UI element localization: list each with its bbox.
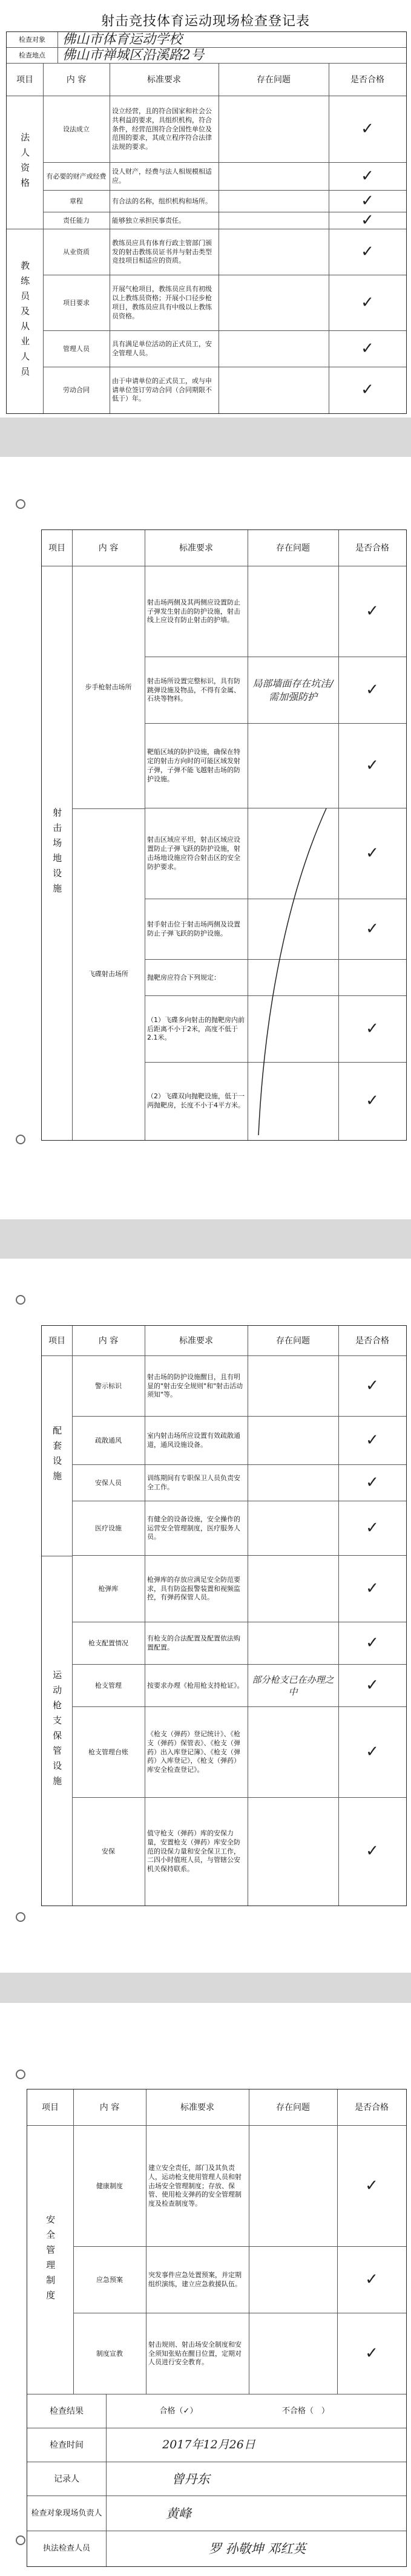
header-cell: 存在问题	[257, 74, 291, 85]
header-cell: 存在问题	[276, 1336, 310, 1346]
pass-check: ✓	[366, 1092, 379, 1110]
table-row	[72, 1556, 406, 1622]
table-row	[72, 1665, 406, 1707]
section-label: 法人资格	[19, 133, 31, 193]
date-row	[27, 2428, 406, 2462]
content-cell: 设法成立	[63, 125, 90, 133]
binder-hole	[16, 1135, 25, 1144]
strike-line	[248, 802, 338, 1141]
standard-cell: 设立经营，且的符合国家和社会公共利益的要求，具组织机构，符合条件，经营范围符合全国性单位及范围的要求，其成立程序符合法律法规的要求。	[112, 107, 212, 151]
header-cell: 内 容	[99, 2102, 120, 2112]
pass-check: ✓	[361, 211, 374, 230]
table-row	[72, 1501, 406, 1556]
pass-check: ✓	[366, 1519, 379, 1538]
table-row	[7, 212, 406, 229]
standard-cell: （1）飞碟多向射击的抛靶房内前后距离不小于2米，高度不低于2.1米。	[147, 1015, 245, 1042]
recorder-label: 记录人	[54, 2474, 79, 2484]
header-cell: 内 容	[98, 1336, 119, 1346]
binder-hole	[16, 499, 25, 509]
recorder-signature: 曾丹东	[171, 2471, 210, 2486]
pass-check: ✓	[361, 192, 374, 211]
header-row	[27, 2089, 406, 2126]
table-row	[72, 1417, 406, 1465]
inspector-label: 执法检查人员	[42, 2544, 90, 2554]
content-cell: 项目要求	[63, 298, 90, 307]
table-row	[73, 2247, 406, 2313]
table-row	[43, 367, 406, 413]
info-row	[7, 48, 406, 64]
table-row	[72, 1465, 406, 1501]
table-row	[27, 2313, 406, 2394]
issue-note: 部分枪支已在办理之中	[252, 1674, 334, 1697]
header-cell: 是否合格	[355, 543, 389, 553]
standard-cell: 枪弹库的存放应满足安全防范要求，具有防盗报警装置和视频监控，有弹药保管人员。	[147, 1575, 240, 1602]
content-cell: 有必要的财产或经费	[46, 172, 107, 180]
pass-check: ✓	[366, 844, 379, 863]
header-cell: 内 容	[98, 543, 119, 553]
pass-check: ✓	[361, 167, 374, 186]
inspection-table	[41, 529, 407, 1141]
pass-check: ✓	[366, 602, 379, 621]
table-row	[72, 1707, 406, 1798]
info-value: 佛山市体育运动学校	[62, 32, 183, 48]
binder-hole	[16, 1912, 25, 1922]
section-label: 射击场地设施	[51, 808, 63, 899]
pass-check	[338, 960, 406, 996]
content-cell: 安保人员	[95, 1478, 122, 1487]
header-cell: 内 容	[66, 74, 87, 85]
result-label: 检查结果	[50, 2406, 84, 2416]
table-row	[145, 657, 406, 724]
recorder-row	[27, 2462, 406, 2496]
section-label: 安全管理制度	[45, 2215, 56, 2306]
standard-cell: 射击规则、射击场安全制度和安全须知张贴在醒目位置，定期对人员进行安全教育。	[148, 2340, 242, 2367]
content-cell: 管理人员	[63, 344, 90, 353]
content-cell: 安保	[102, 1847, 115, 1855]
person-row	[27, 2496, 406, 2531]
form-page-4	[0, 2003, 411, 2576]
pass-check: ✓	[365, 2344, 378, 2363]
result-fail-option: 不合格（ ）	[281, 2407, 329, 2416]
standard-cell: 有枪支的合法配置及配置依法购置配置。	[147, 1634, 240, 1651]
header-cell: 是否合格	[350, 74, 384, 85]
table-row	[43, 275, 406, 331]
table-row	[73, 2126, 406, 2247]
header-cell: 存在问题	[276, 2102, 310, 2112]
info-row	[7, 32, 406, 48]
inspector-row	[27, 2531, 406, 2566]
section-label: 配套设施	[51, 1426, 63, 1486]
table-row	[43, 96, 406, 163]
pass-check: ✓	[361, 293, 374, 312]
pass-check: ✓	[366, 1842, 379, 1861]
standard-cell: 具有满足单位活动的正式员工，安全管理人员。	[112, 340, 212, 357]
header-cell: 标准要求	[180, 2102, 214, 2112]
table-row	[43, 229, 406, 275]
pass-check: ✓	[366, 681, 379, 700]
content-cell: 应急预案	[96, 2275, 123, 2284]
date-label: 检查时间	[50, 2440, 84, 2450]
inspection-table	[27, 2089, 407, 2567]
header-cell: 标准要求	[147, 74, 181, 85]
standard-cell: 有健全的设备设施，安全操作的运营安全管理制度，医疗服务人员。	[147, 1515, 240, 1541]
standard-cell: 靶船区域的防护设施，确保在特定的射击方向时的可能区域发射子弹，子弹不能飞越射击场的防护设施。	[147, 748, 240, 783]
table-row	[43, 331, 406, 367]
content-cell: 制度宣教	[96, 2349, 123, 2358]
pass-check: ✓	[366, 1020, 379, 1038]
info-label: 检查地点	[19, 51, 45, 59]
table-row	[72, 1798, 406, 1906]
standard-cell: 设人财产，经费与法人相规模相适应。	[112, 168, 212, 185]
person-signature: 黄峰	[166, 2506, 191, 2521]
result-row	[27, 2394, 406, 2428]
content-cell: 枪支配置情况	[88, 1639, 128, 1647]
pass-check: ✓	[366, 1743, 379, 1762]
content-cell: 警示标识	[95, 1381, 122, 1390]
standard-cell: 按要求办理《枪用枪支持枪证》。	[147, 1681, 244, 1689]
standard-cell: 抛靶房应符合下列规定：	[147, 973, 220, 982]
standard-cell: 突发事件应急处置预案，并定期组织演练，建立应急救援队伍。	[148, 2271, 242, 2288]
pass-check: ✓	[366, 1579, 379, 1598]
pass-check: ✓	[366, 1377, 379, 1395]
standard-cell: 《枪支（弹药）登记统计》、《枪支（弹药）保管表》、《枪支（弹药）出入库登记簿》、《枪支（弹药）入库登记》，《枪支（弹药）库安全检查登记》。	[147, 1729, 240, 1774]
content-cell: 枪支管理台账	[88, 1748, 128, 1756]
form-page-3	[0, 1259, 411, 1973]
standard-cell: 射手射击位于射击场两侧及设置防止子弹飞跃的防护设施。	[147, 920, 240, 937]
pass-check: ✓	[366, 1634, 379, 1653]
pass-check: ✓	[361, 120, 374, 139]
standard-cell: 教练员应具有体育行政主管部门颁发的射击教练员证书并与射击类型竞技项目相适应的资质。	[112, 238, 212, 265]
result-pass-option: 合格（✓）	[159, 2407, 198, 2416]
standard-cell: 室内射击场所应设置有效疏散通道，通风设施设备。	[147, 1432, 240, 1449]
inspection-date: 2017年12月26日	[162, 2438, 255, 2452]
pass-check: ✓	[366, 1676, 379, 1695]
standard-cell: 开展气枪项目，教练员应具有初级以上教练员资格；开展小口径步枪项目，教练员应具有中级以上教练员资格。	[112, 285, 212, 320]
binder-hole	[16, 2535, 25, 2545]
standard-cell: 射击场的防护设施醒目，且有明显的"射击安全规则"和"射击活动须知"等。	[147, 1372, 243, 1399]
header-cell: 项目	[42, 2102, 59, 2112]
content-cell: 章程	[70, 197, 83, 205]
header-cell: 项目	[48, 1336, 65, 1346]
form-page-1	[0, 0, 411, 418]
pass-check: ✓	[366, 756, 379, 775]
standard-cell: 由于申请单位的正式员工，或与申请单位签订劳动合同（合同期限不低于）年。	[112, 376, 212, 403]
standard-cell: 有合法的名称，组织机构和场所。	[112, 197, 212, 205]
pass-check: ✓	[361, 339, 374, 358]
table-row	[145, 724, 406, 808]
pass-check: ✓	[361, 243, 374, 261]
content-cell: 从业资质	[63, 247, 90, 256]
person-label: 检查对象现场负责人	[31, 2509, 102, 2519]
inspection-table	[6, 31, 407, 414]
form-page-2	[0, 457, 411, 1219]
info-value: 佛山市禅城区沿溪路2号	[62, 48, 204, 64]
pass-check: ✓	[365, 2177, 378, 2195]
content-cell: 枪支管理	[95, 1681, 122, 1689]
section-label: 运动枪支保管设施	[51, 1670, 63, 1791]
content-cell: 劳动合同	[63, 385, 90, 394]
inspector-signatures: 罗 孙敬坤 邓红英	[208, 2541, 306, 2556]
content-cell: 步手枪射击场所	[85, 683, 132, 691]
header-cell: 项目	[16, 74, 33, 85]
header-row	[42, 1326, 406, 1356]
standard-cell: 射击区域应平坦，射击区域应设置防止子弹飞跃的防护设施，射击场地设施应符合射击区的安全防护要求。	[147, 836, 240, 871]
table-row	[145, 566, 406, 657]
standard-cell: 建立安全责任，部门及其负责人，运动枪支使用管理人员和射击场安全管理制度；存放、保管、使用枪支弹药的安全管理制度及检查制度等。	[148, 2163, 242, 2208]
content-cell: 医疗设施	[95, 1524, 122, 1532]
standard-cell: （2）飞碟双向抛靶设施，低于一两抛靶房，长度不小于4平方米。	[147, 1092, 245, 1109]
pass-check: ✓	[366, 1473, 379, 1492]
pass-check: ✓	[366, 920, 379, 939]
table-row	[43, 163, 406, 191]
header-cell: 是否合格	[355, 1336, 389, 1346]
header-row	[7, 64, 406, 96]
standard-cell: 射击场所设置完整标识，具有防跳弹设施及物品，不得有金属、石块等物料。	[147, 677, 240, 703]
table-row	[43, 191, 406, 212]
binder-hole	[16, 2070, 25, 2079]
header-cell: 标准要求	[179, 543, 213, 553]
issue-note: 局部墙面存在坑洼/需加强防护	[252, 678, 334, 703]
inspection-table	[41, 1325, 407, 1906]
standard-cell: 值守枪支（弹药）库的安保力量，安置枪支（弹药）库安全防范的设保力量和安全保卫工作，二四小时值班人员，与管辖公安机关保持联系。	[147, 1829, 240, 1873]
content-cell: 疏散通风	[95, 1436, 122, 1444]
info-label: 检查对象	[19, 35, 45, 44]
content-cell: 飞碟射击场所	[88, 969, 128, 978]
content-cell: 责任能力	[63, 216, 90, 224]
standard-cell: 训练期间有专职保卫人员负责安全工作。	[147, 1474, 240, 1491]
table-row	[72, 1622, 406, 1665]
binder-hole	[16, 1295, 25, 1305]
standard-cell: 射击场两侧及其两侧应设置防止子弹发生射击的防护设施，射击线上应设有防止射击的护墙。	[147, 598, 240, 624]
header-cell: 是否合格	[355, 2102, 389, 2112]
content-cell: 枪弹库	[98, 1584, 119, 1593]
pass-check: ✓	[365, 2270, 378, 2289]
header-row	[42, 530, 406, 566]
section-label: 教练员及从业人员	[19, 261, 31, 382]
pass-check: ✓	[366, 1431, 379, 1450]
header-cell: 标准要求	[179, 1336, 213, 1346]
pass-check: ✓	[361, 381, 374, 399]
standard-cell: 能够独立承担民事责任。	[112, 216, 185, 224]
content-cell: 健康制度	[96, 2181, 123, 2190]
table-row	[72, 1356, 406, 1417]
header-cell: 项目	[48, 543, 65, 553]
header-cell: 存在问题	[276, 543, 310, 553]
form-title: 射击竞技体育运动现场检查登记表	[100, 14, 310, 29]
